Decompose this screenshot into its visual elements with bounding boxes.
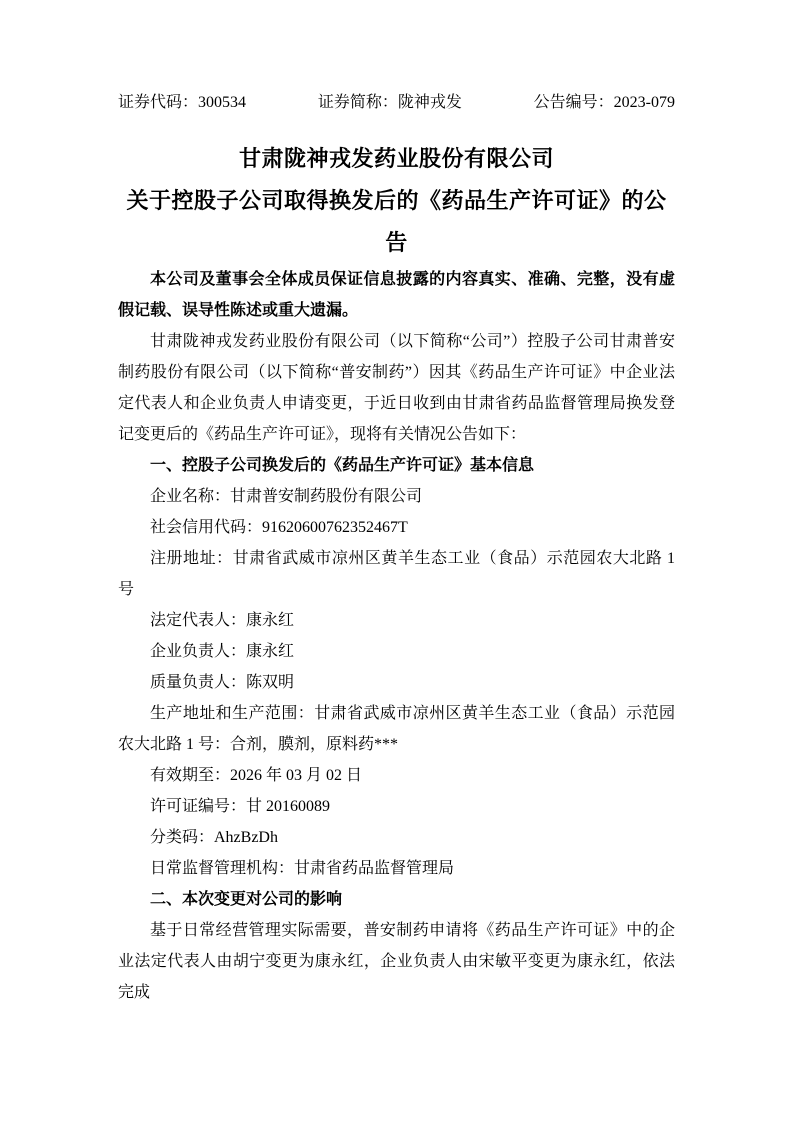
classification-code-item: 分类码：AhzBzDh	[150, 829, 278, 846]
announcement-number: 公告编号：2023-079	[533, 94, 675, 111]
validity-date-item: 有效期至：2026 年 03 月 02 日	[150, 767, 363, 784]
quality-head-item: 质量负责人：陈双明	[150, 674, 295, 691]
registered-address-item: 注册地址：甘肃省武威市凉州区黄羊生态工业（食品）示范园农大北路 1 号	[118, 550, 675, 598]
section2-heading: 二、本次变更对公司的影响	[150, 891, 343, 908]
intro-paragraph: 甘肃陇神戎发药业股份有限公司（以下简称“公司”）控股子公司甘肃普安制药股份有限公司（以下简称“普安制药”）因其《药品生产许可证》中企业法定代表人和企业负责人申请变更，于近日收到由甘肃省药品监督管理局换发登记变更后的《药品生产许可证》，现将有关情况公告如下：	[118, 333, 675, 443]
section1-heading: 一、控股子公司换发后的《药品生产许可证》基本信息	[150, 457, 535, 474]
document-content	[118, 0, 675, 1008]
enterprise-head-item: 企业负责人：康永红	[150, 643, 295, 660]
production-address-scope-item: 生产地址和生产范围：甘肃省武威市凉州区黄羊生态工业（食品）示范园农大北路 1 号：合剂，膜剂，原料药***	[118, 705, 675, 753]
title-block	[118, 138, 675, 264]
stock-abbreviation: 证券简称：陇神戎发	[317, 94, 462, 111]
enterprise-name-item: 企业名称：甘肃普安制药股份有限公司	[150, 488, 423, 505]
disclaimer-paragraph: 本公司及董事会全体成员保证信息披露的内容真实、准确、完整，没有虚假记载、误导性陈述或重大遗漏。	[118, 271, 675, 319]
document-header	[118, 0, 675, 113]
stock-code: 证券代码：300534	[118, 94, 247, 111]
section2-paragraph: 基于日常经营管理实际需要，普安制药申请将《药品生产许可证》中的企业法定代表人由胡宁变更为康永红，企业负责人由宋敏平变更为康永红，依法完成	[118, 922, 675, 1001]
company-name-title: 甘肃陇神戎发药业股份有限公司	[238, 146, 554, 171]
credit-code-item: 社会信用代码：91620600762352467T	[150, 519, 408, 536]
supervising-authority-item: 日常监督管理机构：甘肃省药品监督管理局	[150, 860, 455, 877]
legal-representative-item: 法定代表人：康永红	[150, 612, 295, 629]
license-number-item: 许可证编号：甘 20160089	[150, 798, 331, 815]
announcement-title: 关于控股子公司取得换发后的《药品生产许可证》的公告	[126, 188, 667, 255]
